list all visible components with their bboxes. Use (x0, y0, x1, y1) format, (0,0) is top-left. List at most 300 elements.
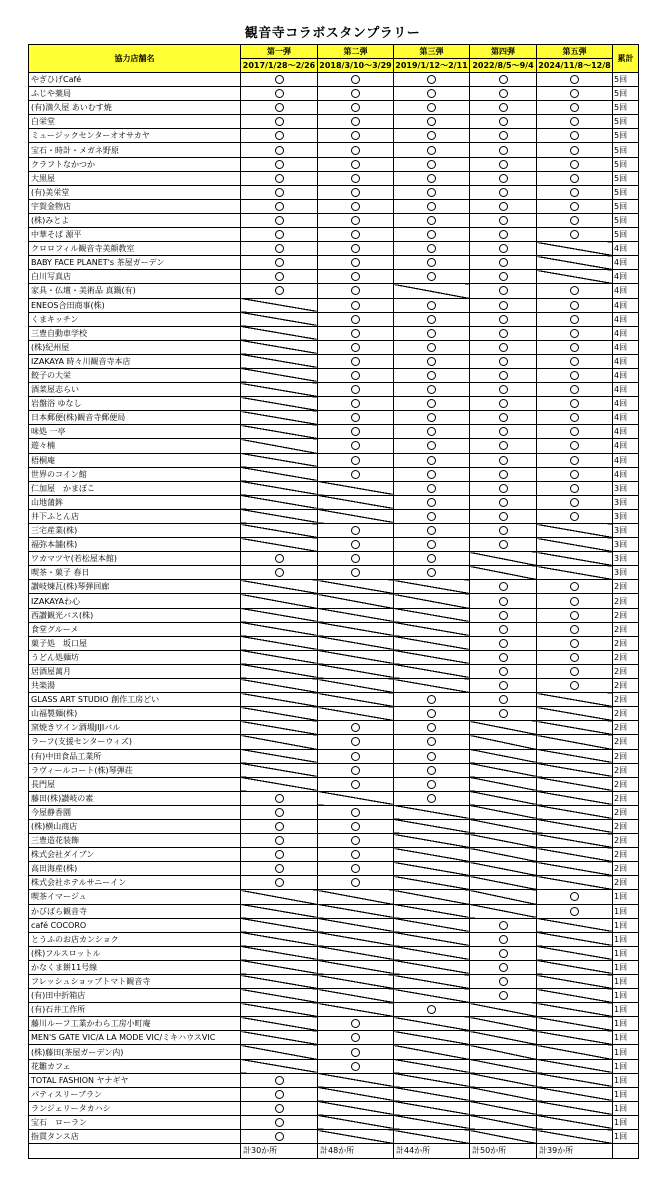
store-name: ワカマツヤ(若松屋本館) (29, 552, 241, 566)
participated-circle-icon (241, 566, 318, 580)
not-participated-slash (241, 707, 318, 721)
participated-circle-icon (470, 960, 537, 974)
total-count: 2回 (613, 594, 639, 608)
participated-circle-icon (241, 876, 318, 890)
table-row (29, 453, 639, 467)
not-participated-slash (318, 975, 394, 989)
participated-circle-icon (318, 1017, 394, 1031)
store-name: (株)フルスロットル (29, 946, 241, 960)
not-participated-slash (318, 890, 394, 904)
table-row (29, 580, 639, 594)
participated-circle-icon (318, 256, 394, 270)
total-count: 2回 (613, 693, 639, 707)
not-participated-slash (241, 383, 318, 397)
table-row (29, 425, 639, 439)
not-participated-slash (241, 679, 318, 693)
participated-circle-icon (470, 228, 537, 242)
participated-circle-icon (537, 425, 613, 439)
not-participated-slash (318, 622, 394, 636)
not-participated-slash (537, 862, 613, 876)
store-name: IZAKAYAわ心 (29, 594, 241, 608)
not-participated-slash (241, 1017, 318, 1031)
not-participated-slash (470, 1017, 537, 1031)
store-name: (有)美栄堂 (29, 185, 241, 199)
participated-circle-icon (394, 791, 470, 805)
participated-circle-icon (394, 143, 470, 157)
participated-circle-icon (537, 904, 613, 918)
participated-circle-icon (537, 383, 613, 397)
store-name: かびばら観音寺 (29, 904, 241, 918)
table-row (29, 115, 639, 129)
table-row (29, 566, 639, 580)
participated-circle-icon (241, 101, 318, 115)
participated-circle-icon (318, 87, 394, 101)
round-4-label: 第四弾 (470, 45, 537, 59)
total-count: 2回 (613, 622, 639, 636)
total-count: 2回 (613, 721, 639, 735)
store-name: 三豊造花装飾 (29, 834, 241, 848)
store-name: (有)石井工作所 (29, 1003, 241, 1017)
total-count: 3回 (613, 481, 639, 495)
participated-circle-icon (318, 129, 394, 143)
store-name: GLASS ART STUDIO 創作工房どい (29, 693, 241, 707)
total-count: 1回 (613, 1101, 639, 1115)
participated-circle-icon (241, 1073, 318, 1087)
participated-circle-icon (537, 284, 613, 298)
not-participated-slash (318, 693, 394, 707)
store-name: 宝石 ローラン (29, 1115, 241, 1129)
table-row (29, 1031, 639, 1045)
participated-circle-icon (241, 157, 318, 171)
store-name: (株)横山商店 (29, 819, 241, 833)
participated-circle-icon (394, 340, 470, 354)
not-participated-slash (241, 312, 318, 326)
participated-circle-icon (318, 552, 394, 566)
participated-circle-icon (241, 819, 318, 833)
not-participated-slash (318, 904, 394, 918)
store-name: 梧桐庵 (29, 453, 241, 467)
not-participated-slash (394, 904, 470, 918)
table-row (29, 1017, 639, 1031)
participated-circle-icon (537, 101, 613, 115)
table-row (29, 848, 639, 862)
participated-circle-icon (470, 411, 537, 425)
participated-circle-icon (537, 228, 613, 242)
total-count: 1回 (613, 1003, 639, 1017)
not-participated-slash (394, 1017, 470, 1031)
participated-circle-icon (394, 368, 470, 382)
total-count: 5回 (613, 143, 639, 157)
not-participated-slash (241, 1045, 318, 1059)
participated-circle-icon (537, 509, 613, 523)
not-participated-slash (241, 763, 318, 777)
store-name: とうふのお店カンショク (29, 932, 241, 946)
not-participated-slash (241, 509, 318, 523)
table-row (29, 622, 639, 636)
total-count: 4回 (613, 467, 639, 481)
not-participated-slash (241, 946, 318, 960)
not-participated-slash (241, 1031, 318, 1045)
total-count: 1回 (613, 1017, 639, 1031)
total-count: 2回 (613, 608, 639, 622)
not-participated-slash (241, 636, 318, 650)
table-row (29, 862, 639, 876)
not-participated-slash (394, 834, 470, 848)
total-count: 3回 (613, 509, 639, 523)
total-count: 1回 (613, 989, 639, 1003)
table-row (29, 270, 639, 284)
participated-circle-icon (394, 157, 470, 171)
participated-circle-icon (537, 312, 613, 326)
store-name: ミュージックセンターオオサカヤ (29, 129, 241, 143)
total-count: 4回 (613, 453, 639, 467)
store-name: 岩盤浴 ゆなし (29, 397, 241, 411)
participated-circle-icon (537, 298, 613, 312)
participated-circle-icon (470, 636, 537, 650)
not-participated-slash (318, 1087, 394, 1101)
store-name: MEN'S GATE VIC/A LA MODE VIC/ミキハウスVIC (29, 1031, 241, 1045)
participated-circle-icon (537, 481, 613, 495)
store-name: 菓子処 坂口屋 (29, 636, 241, 650)
participated-circle-icon (537, 354, 613, 368)
round-2-label: 第二弾 (318, 45, 394, 59)
store-name: (有)満久屋 あいむす焼 (29, 101, 241, 115)
participated-circle-icon (394, 777, 470, 791)
participated-circle-icon (318, 566, 394, 580)
participated-circle-icon (537, 679, 613, 693)
not-participated-slash (470, 1087, 537, 1101)
table-row (29, 354, 639, 368)
not-participated-slash (318, 1101, 394, 1115)
store-name: IZAKAYA 時々川観音寺本店 (29, 354, 241, 368)
total-count: 4回 (613, 298, 639, 312)
not-participated-slash (318, 594, 394, 608)
participated-circle-icon (241, 115, 318, 129)
table-row (29, 552, 639, 566)
table-row (29, 185, 639, 199)
participated-circle-icon (318, 397, 394, 411)
participated-circle-icon (394, 199, 470, 213)
table-row (29, 749, 639, 763)
store-name: 酒菜屋志らい (29, 383, 241, 397)
store-name: 窯焼きワイン酒場JIJIバル (29, 721, 241, 735)
footer-count-round-4: 計50か所 (470, 1144, 537, 1159)
store-name: 三宅産業(株) (29, 524, 241, 538)
round-1-dates: 2017/1/28～2/26 (241, 59, 318, 73)
participated-circle-icon (537, 157, 613, 171)
not-participated-slash (394, 650, 470, 664)
participated-circle-icon (318, 862, 394, 876)
participated-circle-icon (318, 143, 394, 157)
not-participated-slash (241, 608, 318, 622)
participated-circle-icon (470, 989, 537, 1003)
table-row (29, 129, 639, 143)
store-name: くまキッチン (29, 312, 241, 326)
total-header: 累計 (613, 45, 639, 73)
not-participated-slash (537, 1087, 613, 1101)
table-row (29, 524, 639, 538)
participated-circle-icon (318, 467, 394, 481)
not-participated-slash (394, 862, 470, 876)
store-name: 家具・仏壇・美術品 真鍋(有) (29, 284, 241, 298)
participated-circle-icon (537, 143, 613, 157)
not-participated-slash (537, 1059, 613, 1073)
store-name: 仁加屋 かまぼこ (29, 481, 241, 495)
table-row (29, 1059, 639, 1073)
not-participated-slash (394, 664, 470, 678)
not-participated-slash (470, 862, 537, 876)
not-participated-slash (470, 1003, 537, 1017)
store-name: クラフトなかつか (29, 157, 241, 171)
store-name: 遊々楠 (29, 439, 241, 453)
participated-circle-icon (537, 495, 613, 509)
table-row (29, 693, 639, 707)
not-participated-slash (241, 594, 318, 608)
participated-circle-icon (318, 157, 394, 171)
participated-circle-icon (318, 340, 394, 354)
not-participated-slash (318, 679, 394, 693)
participated-circle-icon (394, 509, 470, 523)
store-name: 喫茶イマージュ (29, 890, 241, 904)
not-participated-slash (394, 636, 470, 650)
total-count: 1回 (613, 1031, 639, 1045)
table-row (29, 1101, 639, 1115)
participated-circle-icon (394, 453, 470, 467)
total-count: 2回 (613, 664, 639, 678)
not-participated-slash (318, 932, 394, 946)
table-row (29, 960, 639, 974)
participated-circle-icon (394, 256, 470, 270)
total-count: 2回 (613, 749, 639, 763)
participated-circle-icon (470, 129, 537, 143)
participated-circle-icon (537, 368, 613, 382)
participated-circle-icon (318, 425, 394, 439)
total-count: 5回 (613, 157, 639, 171)
participated-circle-icon (470, 650, 537, 664)
not-participated-slash (241, 650, 318, 664)
not-participated-slash (537, 707, 613, 721)
total-count: 5回 (613, 171, 639, 185)
not-participated-slash (394, 594, 470, 608)
not-participated-slash (394, 819, 470, 833)
total-count: 4回 (613, 326, 639, 340)
not-participated-slash (394, 946, 470, 960)
participated-circle-icon (470, 918, 537, 932)
not-participated-slash (537, 777, 613, 791)
participated-circle-icon (394, 73, 470, 87)
store-name: かなくま餅11号線 (29, 960, 241, 974)
table-row (29, 312, 639, 326)
total-count: 1回 (613, 890, 639, 904)
not-participated-slash (241, 622, 318, 636)
store-name: 居酒屋萬月 (29, 664, 241, 678)
not-participated-slash (394, 1115, 470, 1129)
total-count: 4回 (613, 256, 639, 270)
total-count: 4回 (613, 425, 639, 439)
table-row (29, 467, 639, 481)
total-count: 4回 (613, 242, 639, 256)
store-name: 三豊自動車学校 (29, 326, 241, 340)
participated-circle-icon (470, 524, 537, 538)
not-participated-slash (537, 918, 613, 932)
participated-circle-icon (318, 777, 394, 791)
not-participated-slash (470, 1045, 537, 1059)
participated-circle-icon (241, 1130, 318, 1144)
round-3-dates: 2019/1/12～2/11 (394, 59, 470, 73)
not-participated-slash (318, 960, 394, 974)
participated-circle-icon (318, 354, 394, 368)
total-count: 2回 (613, 876, 639, 890)
total-count: 1回 (613, 1130, 639, 1144)
store-name: クロロフィル観音寺美顔教室 (29, 242, 241, 256)
participated-circle-icon (537, 87, 613, 101)
participated-circle-icon (470, 171, 537, 185)
table-row (29, 481, 639, 495)
table-row (29, 918, 639, 932)
store-name: 井下ふとん店 (29, 509, 241, 523)
table-row (29, 890, 639, 904)
total-count: 5回 (613, 199, 639, 213)
not-participated-slash (241, 735, 318, 749)
store-name: 藤川ルーフ工業かわら工房小町庵 (29, 1017, 241, 1031)
store-name: うどん処麺坊 (29, 650, 241, 664)
participated-circle-icon (318, 185, 394, 199)
store-name: ENEOS合田商事(株) (29, 298, 241, 312)
not-participated-slash (318, 1073, 394, 1087)
round-3-label: 第三弾 (394, 45, 470, 59)
store-name: ふじや薬局 (29, 87, 241, 101)
not-participated-slash (537, 552, 613, 566)
not-participated-slash (241, 749, 318, 763)
participated-circle-icon (470, 256, 537, 270)
participated-circle-icon (241, 242, 318, 256)
table-row (29, 397, 639, 411)
not-participated-slash (537, 932, 613, 946)
not-participated-slash (537, 1101, 613, 1115)
participated-circle-icon (394, 439, 470, 453)
table-row (29, 594, 639, 608)
not-participated-slash (394, 608, 470, 622)
store-name: やぎひげCafé (29, 73, 241, 87)
not-participated-slash (394, 622, 470, 636)
not-participated-slash (537, 1045, 613, 1059)
participated-circle-icon (318, 876, 394, 890)
store-name: (有)中田食品工業所 (29, 749, 241, 763)
table-row (29, 242, 639, 256)
table-row (29, 538, 639, 552)
store-name: 福弥本舗(株) (29, 538, 241, 552)
not-participated-slash (318, 946, 394, 960)
not-participated-slash (318, 1130, 394, 1144)
not-participated-slash (537, 538, 613, 552)
participated-circle-icon (241, 73, 318, 87)
table-body (29, 73, 639, 1144)
participated-circle-icon (394, 411, 470, 425)
total-count: 5回 (613, 87, 639, 101)
total-count: 2回 (613, 707, 639, 721)
total-count: 2回 (613, 848, 639, 862)
not-participated-slash (537, 270, 613, 284)
header-row-labels (29, 45, 639, 59)
table-row (29, 368, 639, 382)
not-participated-slash (537, 566, 613, 580)
participated-circle-icon (394, 1003, 470, 1017)
participated-circle-icon (394, 538, 470, 552)
total-count: 1回 (613, 1073, 639, 1087)
participated-circle-icon (537, 340, 613, 354)
table-row (29, 157, 639, 171)
participated-circle-icon (537, 411, 613, 425)
not-participated-slash (470, 1115, 537, 1129)
not-participated-slash (470, 834, 537, 848)
participated-circle-icon (470, 946, 537, 960)
participated-circle-icon (394, 270, 470, 284)
not-participated-slash (537, 1031, 613, 1045)
store-name: パティスリーブラン (29, 1087, 241, 1101)
participated-circle-icon (318, 453, 394, 467)
not-participated-slash (470, 552, 537, 566)
total-count: 4回 (613, 383, 639, 397)
not-participated-slash (394, 918, 470, 932)
table-row (29, 171, 639, 185)
not-participated-slash (241, 975, 318, 989)
participated-circle-icon (318, 538, 394, 552)
participated-circle-icon (241, 1087, 318, 1101)
not-participated-slash (318, 989, 394, 1003)
participated-circle-icon (470, 157, 537, 171)
table-row (29, 650, 639, 664)
not-participated-slash (241, 495, 318, 509)
not-participated-slash (394, 805, 470, 819)
not-participated-slash (241, 904, 318, 918)
participated-circle-icon (470, 439, 537, 453)
round-4-dates: 2022/8/5～9/4 (470, 59, 537, 73)
not-participated-slash (318, 495, 394, 509)
not-participated-slash (537, 256, 613, 270)
footer-count-round-2: 計48か所 (318, 1144, 394, 1159)
participated-circle-icon (318, 199, 394, 213)
participated-circle-icon (394, 749, 470, 763)
not-participated-slash (537, 834, 613, 848)
not-participated-slash (470, 819, 537, 833)
not-participated-slash (318, 918, 394, 932)
total-count: 2回 (613, 679, 639, 693)
not-participated-slash (537, 524, 613, 538)
participated-circle-icon (537, 650, 613, 664)
store-name: 指貫タンス店 (29, 1130, 241, 1144)
table-row (29, 1115, 639, 1129)
total-count: 5回 (613, 129, 639, 143)
footer-count-round-1: 計30か所 (241, 1144, 318, 1159)
participated-circle-icon (470, 453, 537, 467)
participated-circle-icon (470, 467, 537, 481)
store-name: 白川写真店 (29, 270, 241, 284)
total-count: 2回 (613, 580, 639, 594)
not-participated-slash (470, 1059, 537, 1073)
table-row (29, 1003, 639, 1017)
store-name: (有)田中折箱店 (29, 989, 241, 1003)
store-name: ラーフ(支援センターウィズ) (29, 735, 241, 749)
participated-circle-icon (241, 862, 318, 876)
not-participated-slash (394, 1031, 470, 1045)
total-count: 2回 (613, 819, 639, 833)
participated-circle-icon (394, 171, 470, 185)
store-name: 高田海産(株) (29, 862, 241, 876)
not-participated-slash (394, 975, 470, 989)
table-row (29, 721, 639, 735)
participated-circle-icon (470, 622, 537, 636)
total-count: 2回 (613, 862, 639, 876)
